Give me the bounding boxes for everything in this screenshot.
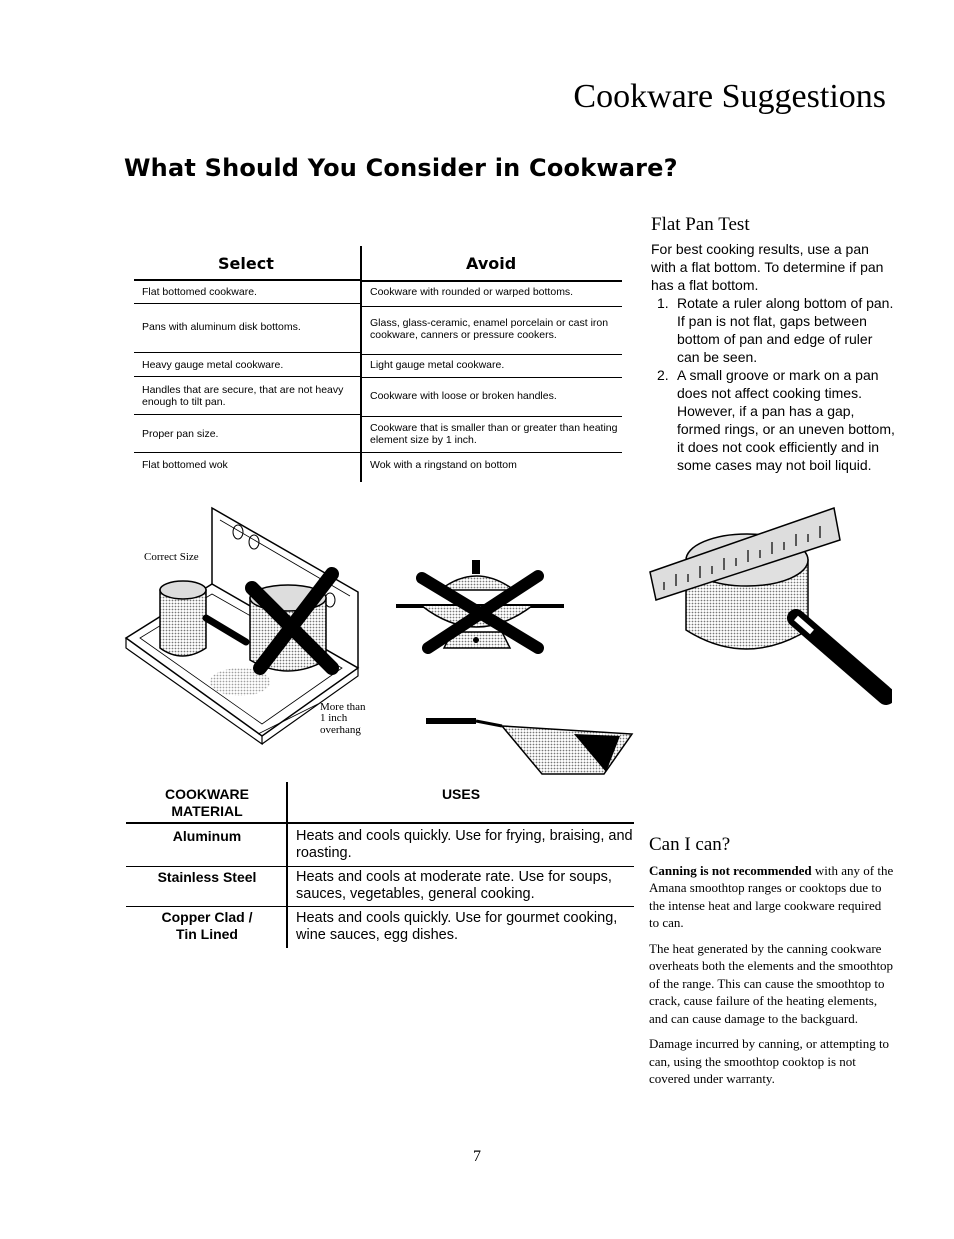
can-i-can-paragraph-2: The heat generated by the canning cookware overheats both the elements and the smoothtop of the range. This can cause the smoothtop to crack, cause failure of the heating elements, and can cause damage to the backguard. <box>649 940 894 1026</box>
table-row <box>134 377 622 415</box>
table-row <box>134 281 622 303</box>
flat-pan-test-title: Flat Pan Test <box>651 214 750 235</box>
overhang-label-line-2: 1 inch <box>320 712 348 724</box>
flat-pan-test <box>651 214 896 474</box>
material-cell: Aluminum <box>172 828 242 844</box>
page-title: Cookware Suggestions <box>573 78 886 115</box>
flat-wok-illustration <box>424 716 634 776</box>
select-cell: Proper pan size. <box>142 428 219 440</box>
material-column-header: COOKWARE MATERIAL <box>165 786 249 819</box>
table-row <box>134 306 622 352</box>
table-row <box>134 416 622 452</box>
correct-size-label: Correct Size <box>144 551 199 563</box>
select-header: Select <box>218 254 274 273</box>
avoid-cell: Wok with a ringstand on bottom <box>370 459 517 471</box>
can-i-can-paragraph-1: Canning is not recommended with any of the Amana smoothtop ranges or cooktops due to the intense heat and large cookware required to can. <box>649 862 894 930</box>
flat-pan-test-steps <box>651 294 896 474</box>
avoid-cell: Glass, glass-ceramic, enamel porcelain or cast iron cookware, canners or pressure cookers. <box>370 317 609 341</box>
material-cell: Stainless Steel <box>157 869 257 885</box>
flat-pan-test-illustration <box>646 500 892 712</box>
uses-column-header: USES <box>441 786 481 802</box>
avoid-cell: Cookware that is smaller than or greater than heating element size by 1 inch. <box>370 422 618 446</box>
material-cell: Copper Clad / Tin Lined <box>161 909 253 942</box>
page-number: 7 <box>473 1148 481 1165</box>
table-row <box>134 453 622 477</box>
list-item: 2. A small groove or mark on a pan does not affect cooking times. However, if a pan has a gap, formed rings, or an uneven bottom, it does not cook efficiently and in some cases may not boil liquid. <box>657 367 895 473</box>
select-cell: Pans with aluminum disk bottoms. <box>142 321 301 333</box>
flat-pan-test-intro: For best cooking results, use a pan with a flat bottom. To determine if pan has a flat bottom. <box>651 241 884 293</box>
uses-cell: Heats and cools quickly. Use for frying, braising, and roasting. <box>296 828 633 861</box>
wok-ringstand-illustration <box>392 556 568 654</box>
uses-cell: Heats and cools at moderate rate. Use for soups, sauces, vegetables, general cooking. <box>296 869 612 902</box>
select-avoid-table <box>134 246 622 484</box>
avoid-cell: Cookware with rounded or warped bottoms. <box>370 286 574 298</box>
select-cell: Flat bottomed cookware. <box>142 286 257 298</box>
can-i-can-title: Can I can? <box>649 834 731 855</box>
avoid-cell: Cookware with loose or broken handles. <box>370 390 557 402</box>
can-i-can-section <box>649 836 894 1096</box>
select-cell: Heavy gauge metal cookware. <box>142 359 284 371</box>
can-i-can-paragraph-3: Damage incurred by canning, or attempting to can, using the smoothtop cooktop is not covered under warranty. <box>649 1036 890 1086</box>
table-row <box>134 354 622 376</box>
avoid-cell: Light gauge metal cookware. <box>370 359 505 371</box>
section-heading: What Should You Consider in Cookware? <box>124 154 678 182</box>
cookware-material-table <box>126 782 634 948</box>
list-item: 1. Rotate a ruler along bottom of pan. If pan is not flat, gaps between bottom of pan and edge of ruler can be seen. <box>657 295 894 365</box>
select-cell: Handles that are secure, that are not heavy enough to tilt pan. <box>142 384 344 408</box>
uses-cell: Heats and cools quickly. Use for gourmet cooking, wine sauces, egg dishes. <box>296 910 618 943</box>
select-cell: Flat bottomed wok <box>142 459 228 471</box>
avoid-header: Avoid <box>466 254 517 273</box>
overhang-label-line-1: More than <box>320 701 366 713</box>
overhang-label-line-3: overhang <box>320 724 361 736</box>
